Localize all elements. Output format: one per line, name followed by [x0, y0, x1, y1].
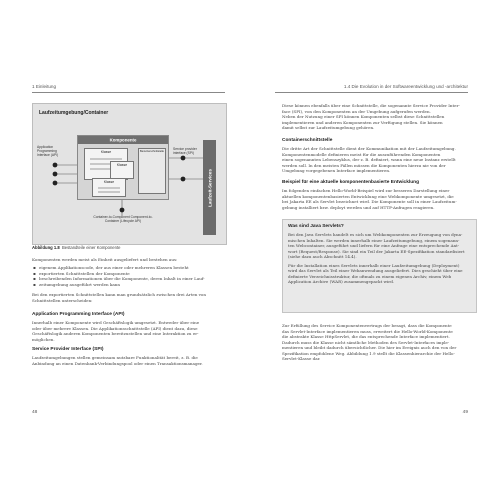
component-box	[77, 135, 169, 200]
runtime-services-bar	[203, 140, 216, 235]
text-line: Geschäftslogik anderen Komponenten bereitzustellen und eine Interaktion zu er-	[32, 331, 199, 337]
api-paragraph	[32, 320, 225, 342]
list-item: ▪ beschreibenden Informationen über die Komponente, deren Inhalt in einer Lauf-	[32, 276, 225, 282]
figure-caption-number: Abbildung 1.8	[32, 245, 60, 250]
text-line: wort (Request/Response). Sie sind ein Teil der Jakarta EE-Spezifikation standardisiert	[288, 248, 465, 254]
text-line: Servlet-Klasse dar.	[282, 356, 321, 362]
page-number-right: 49	[462, 410, 468, 415]
text-line: Komponentenmodelle definieren meist für die auszuführenden Komponenten	[282, 151, 441, 157]
spi-port-dot	[181, 177, 186, 182]
text-line: definierte Verzeichnisstruktur, die oftmals zu einem eigenen Archiv, einem Web	[288, 273, 452, 279]
container-interface-heading: Containerschnittstelle	[282, 138, 333, 143]
runtime-services-label: Laufzeit-Services	[207, 168, 212, 207]
spi-port-dot	[181, 156, 186, 161]
text-line: ten Webcontainer, ausgeführt und liefern für eine Anfrage eine entsprechende Ant-	[288, 243, 460, 249]
api-heading: Application Programming Interface (API)	[32, 312, 125, 317]
text-line: implementieren und anderen Komponenten zur Verfügung stellen. Sie können	[282, 119, 443, 125]
interfaces-paragraph	[32, 292, 225, 303]
container-interface-label: Container-to-Component Component-to-Container (Lifecycle API)	[93, 215, 153, 223]
text-line: Bei den exportierten Schnittstellen kann man grundsätzlich zwischen drei Arten von	[32, 292, 206, 297]
text-line: gebung installiert bzw. deployt werden und auf HTTP-Anfragen reagieren.	[282, 204, 435, 210]
container-interface-paragraph	[282, 146, 475, 174]
text-line: mischen Inhalten. Sie werden innerhalb einer Laufzeitumgebung, einem sogenann-	[288, 237, 460, 243]
class-label: Klasse	[100, 150, 112, 154]
user-interface-box	[138, 148, 166, 194]
component-figure	[32, 103, 227, 245]
info-box-heading: Was sind Java Servlets?	[288, 224, 344, 229]
container-port-dot	[120, 208, 125, 213]
spi-paragraph	[32, 355, 225, 366]
class-box	[92, 178, 126, 197]
text-line: Diese können ebenfalls über eine Schnittstelle, die sogenannte Service Provider Inter-	[282, 103, 460, 108]
component-label: Komponente	[109, 137, 137, 143]
text-line: einen sogenannten Lebenszyklus, der z. B. definiert, wann eine neue Instanz erstellt	[282, 157, 456, 163]
info-box-text	[288, 232, 471, 285]
text-line: oder über mehrere Klassen. Die Applikationsschnittstelle (API) dient dazu, diese	[32, 325, 198, 331]
text-line: aktuellen komponentenbasierten Entwicklung eine Webkomponente umgesetzt, die	[282, 193, 454, 199]
running-head-right: 1.4 Die Evolution in der Softwareentwicklung und -architektur	[343, 84, 468, 89]
text-line: (siehe dazu auch Abschnitt 14.4).	[288, 254, 357, 260]
class-label: Klasse	[116, 163, 128, 167]
text-line: Anbindung an einen Datenbank-Verbindungspool oder einen Transaktionsmanager.	[32, 360, 203, 366]
info-box	[282, 219, 477, 313]
figure-outer-label: Laufzeitumgebung/Container	[39, 110, 109, 116]
text-line: Umgebung vorgegebenen Interface implementieren.	[282, 168, 391, 174]
text-line: Für die Installation eines Servlets innerhalb einer Laufzeitumgebung (Deployment)	[288, 262, 460, 268]
text-line: Application Archive (WAR) zusammengepackt wird.	[288, 279, 395, 285]
intro-paragraph: Komponenten werden meist als Einheit ausgeliefert und bestehen aus:	[32, 257, 178, 262]
component-header	[78, 136, 168, 144]
figure-caption	[32, 245, 120, 250]
servlet-paragraph	[282, 323, 475, 362]
text-line: wird das Servlet als Teil einer Webanwendung ausgeliefert. Dies geschieht über eine	[288, 268, 463, 274]
example-heading: Beispiel für eine aktuelle komponentenbasierte Entwicklung	[282, 180, 420, 185]
text-line: Dadurch muss die Klasse nicht sämtliche Methoden des Servlet-Interfaces imple-	[282, 339, 450, 345]
class-box	[110, 161, 134, 179]
text-line: Zur Erfüllung des Service Komponentenvertrags der besagt, dass die Komponente	[282, 323, 452, 328]
text-line: Die dritte Art der Schnittstelle dient der Kommunikation mit der Laufzeitumgebung.	[282, 146, 456, 151]
api-port-dot	[53, 172, 58, 177]
right-page	[250, 0, 500, 500]
text-line: die abstrakte Klasse HttpServlet, die das entsprechende Interface implementiert.	[282, 334, 450, 340]
text-line: Laufzeitumgebungen stellen gemeinsam nutzbare Funktionalität bereit, z. B. die	[32, 355, 198, 360]
user-interface-label: Benutzerschnittstelle	[140, 150, 164, 153]
text-line: Im folgenden einfachen Hello-World-Beispiel wird zur besseren Darstellung einer	[282, 188, 450, 193]
page-number-left: 48	[32, 410, 38, 415]
text-line: Bei den Java Servlets handelt es sich um Webkomponenten zur Erzeugung von dyna-	[288, 232, 463, 237]
text-line: werden soll. In den meisten Fällen müssen die Komponenten hierzu nie von der	[282, 162, 446, 168]
text-line: Spezifikation empfohlene Weg. Abbildung 1.9 stellt die Klassenhierarchie der Hello-	[282, 350, 455, 356]
text-line: Schnittstellen unterscheiden:	[32, 297, 93, 303]
example-paragraph	[282, 188, 475, 210]
api-label: Application Programming Interface (API)	[37, 145, 59, 157]
api-port-dot	[53, 181, 58, 186]
figure-caption-text: Bestandteile einer Komponente	[62, 245, 121, 250]
spi-heading: Service Provider Interface (SPI)	[32, 347, 104, 352]
list-item: ▪ exportierten Schnittstellen der Komponente	[32, 271, 225, 277]
header-rule-left	[32, 92, 225, 93]
list-item: ▪ eigenem Applikationscode, der aus einer oder mehreren Klassen besteht	[32, 265, 225, 271]
list-item: ▪ zeitumgebung ausgeführt werden kann	[32, 282, 225, 288]
api-port-dot	[53, 163, 58, 168]
text-line: mentieren und bleibt dadurch übersichtlicher. Die hier im Ereignis auch den von der	[282, 345, 457, 351]
text-line: bei Jakarta EE als Servlet bezeichnet wird. Die Komponente soll in einer Laufzeitum-	[282, 199, 457, 205]
spi-label: Service provider interface (SPI)	[173, 147, 197, 155]
text-line: Neben der Nutzung einer SPI können Komponenten selbst diese Schnittstellen	[282, 114, 445, 120]
text-line: damit selbst zur Laufzeitumgebung gehören.	[282, 125, 375, 131]
spi-continuation-paragraph	[282, 103, 475, 131]
text-line: das Servlet-Interface implementieren muss, erweitert die Hello-World-Komponente	[282, 328, 453, 334]
component-parts-list	[32, 265, 225, 287]
running-head-left: 1 Einleitung	[32, 84, 57, 89]
text-line: Innerhalb einer Komponente wird Geschäftslogik umgesetzt. Entweder über eine	[32, 320, 200, 325]
header-rule-right	[275, 92, 468, 93]
text-line: face (SPI), von den Komponenten an der Umgebung aufgerufen werden.	[282, 108, 431, 114]
text-line: möglichen.	[32, 336, 55, 342]
class-label: Klasse	[103, 180, 115, 184]
